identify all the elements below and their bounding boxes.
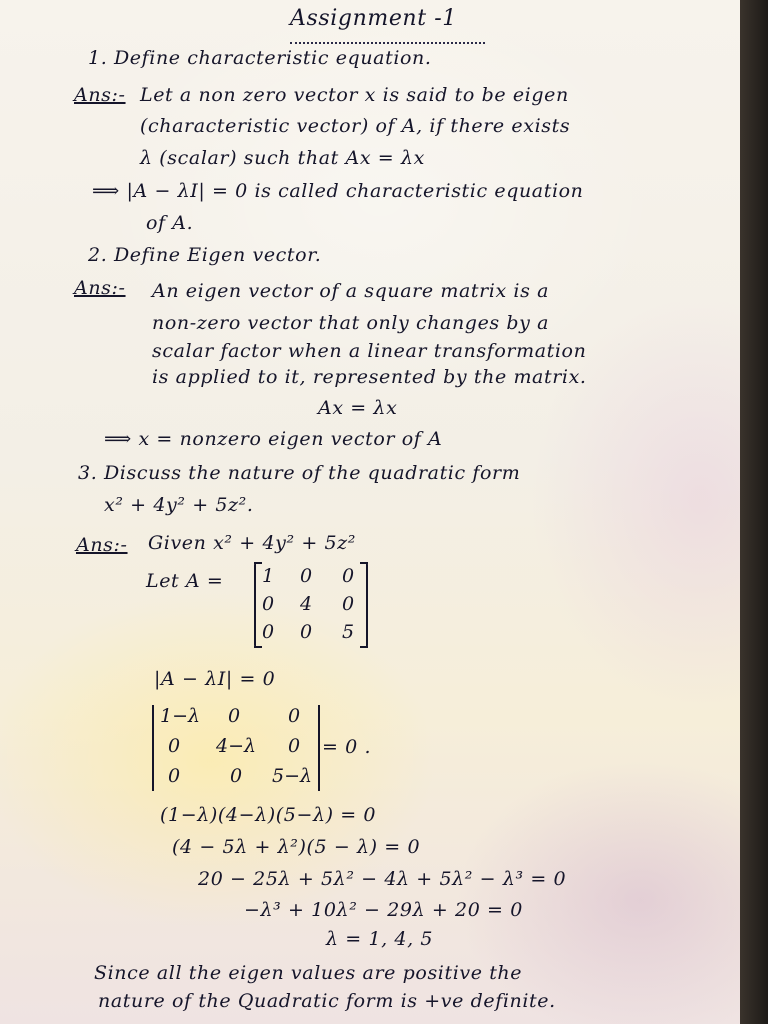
title-underline bbox=[290, 36, 485, 44]
matrix-a-cell: 5 bbox=[342, 621, 355, 643]
determinant-cell: 0 bbox=[288, 735, 301, 757]
question-2: 2. Define Eigen vector. bbox=[88, 244, 322, 266]
answer-1-conclusion-end: of A. bbox=[146, 212, 194, 234]
solution-step-3: 20 − 25λ + 5λ² − 4λ + 5λ² − λ³ = 0 bbox=[198, 868, 567, 890]
matrix-a-cell: 1 bbox=[262, 565, 275, 587]
page-shadow-edge bbox=[740, 0, 768, 1024]
answer-1-line-3: λ (scalar) such that Ax = λx bbox=[140, 147, 425, 169]
answer-1-line-2: (characteristic vector) of A, if there exists bbox=[140, 115, 571, 137]
determinant-cell: 0 bbox=[228, 705, 241, 727]
answer-1-line-1: Let a non zero vector x is said to be eigen bbox=[140, 84, 569, 106]
answer-2-line-4: is applied to it, represented by the matrix. bbox=[152, 366, 587, 388]
answer-2-line-2: non-zero vector that only changes by a bbox=[152, 312, 550, 334]
assignment-title: Assignment -1 bbox=[290, 6, 457, 31]
matrix-a-cell: 0 bbox=[342, 593, 355, 615]
determinant-rhs: = 0 . bbox=[322, 736, 372, 758]
answer-3-given: Given x² + 4y² + 5z² bbox=[148, 532, 356, 554]
matrix-a-cell: 0 bbox=[300, 565, 313, 587]
solution-step-2: (4 − 5λ + λ²)(5 − λ) = 0 bbox=[172, 836, 421, 858]
solution-step-4: −λ³ + 10λ² − 29λ + 20 = 0 bbox=[244, 899, 523, 921]
solution-step-1: (1−λ)(4−λ)(5−λ) = 0 bbox=[160, 804, 377, 826]
answer-2-line-1: An eigen vector of a square matrix is a bbox=[152, 280, 550, 302]
final-conclusion-line-1: Since all the eigen values are positive the bbox=[94, 962, 523, 984]
matrix-a-cell: 0 bbox=[262, 621, 275, 643]
matrix-a-cell: 0 bbox=[300, 621, 313, 643]
matrix-a-cell: 0 bbox=[262, 593, 275, 615]
answer-1-conclusion: ⟹ |A − λI| = 0 is called characteristic equation bbox=[92, 180, 584, 202]
matrix-a-cell: 4 bbox=[300, 593, 313, 615]
answer-3-label: Ans:- bbox=[76, 534, 128, 556]
answer-2-label: Ans:- bbox=[74, 277, 126, 299]
characteristic-equation: |A − λI| = 0 bbox=[154, 668, 276, 690]
determinant-cell: 5−λ bbox=[272, 765, 313, 787]
eigen-values: λ = 1, 4, 5 bbox=[326, 928, 434, 950]
answer-2-line-3: scalar factor when a linear transformation bbox=[152, 340, 587, 362]
answer-2-conclusion: ⟹ x = nonzero eigen vector of A bbox=[104, 428, 443, 450]
determinant-cell: 0 bbox=[288, 705, 301, 727]
matrix-a-label: Let A = bbox=[146, 570, 224, 592]
question-1: 1. Define characteristic equation. bbox=[88, 47, 432, 69]
determinant bbox=[152, 705, 320, 791]
matrix-a bbox=[254, 563, 368, 647]
answer-1-label: Ans:- bbox=[74, 84, 126, 106]
question-3-expression: x² + 4y² + 5z². bbox=[104, 494, 254, 516]
determinant-cell: 0 bbox=[168, 765, 181, 787]
determinant-cell: 4−λ bbox=[216, 735, 257, 757]
determinant-cell: 0 bbox=[230, 765, 243, 787]
answer-2-equation: Ax = λx bbox=[318, 397, 398, 419]
question-3: 3. Discuss the nature of the quadratic form bbox=[78, 462, 521, 484]
final-conclusion-line-2: nature of the Quadratic form is +ve definite. bbox=[98, 990, 556, 1012]
matrix-a-cell: 0 bbox=[342, 565, 355, 587]
determinant-cell: 0 bbox=[168, 735, 181, 757]
determinant-cell: 1−λ bbox=[160, 705, 201, 727]
